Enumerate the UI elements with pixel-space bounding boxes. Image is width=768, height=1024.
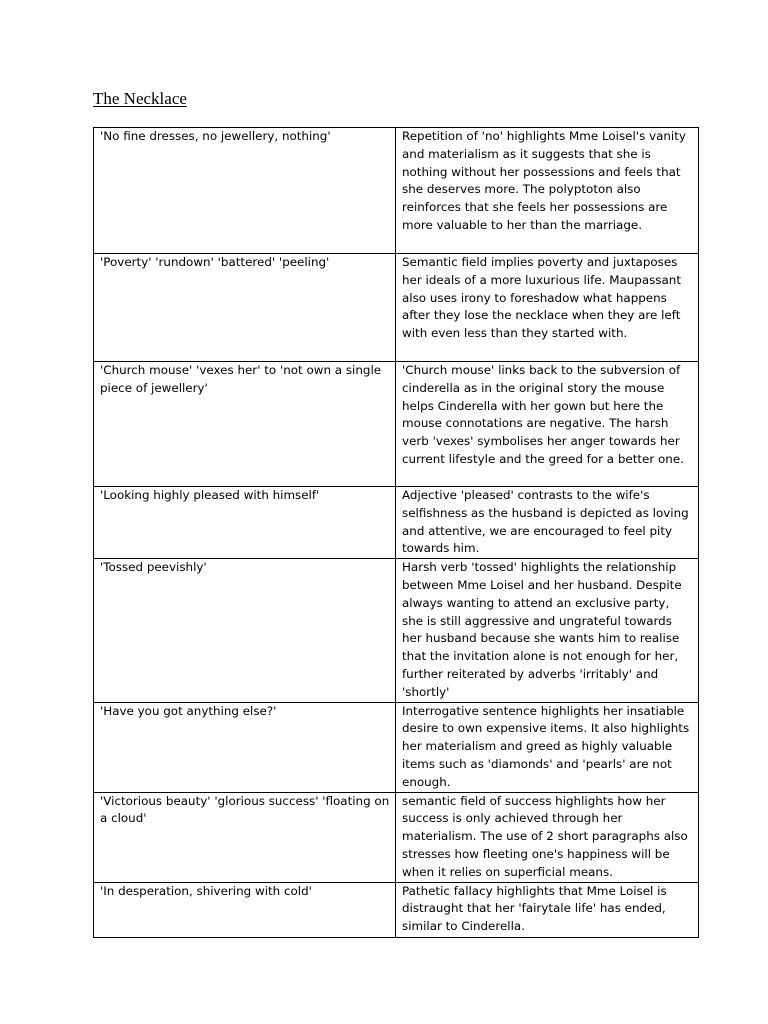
table-row (94, 882, 699, 937)
analysis-cell: Adjective 'pleased' contrasts to the wife's selfishness as the husband is depicted as loving and attentive, we are encouraged to feel pity towards him. (396, 487, 699, 559)
page-title: The Necklace (93, 89, 187, 108)
quote-cell: 'Tossed peevishly' (94, 559, 396, 702)
analysis-cell: Pathetic fallacy highlights that Mme Loisel is distraught that her 'fairytale life' has ended, similar to Cinderella. (396, 882, 699, 937)
table-row (94, 362, 699, 487)
table-row (94, 487, 699, 559)
analysis-cell: Interrogative sentence highlights her insatiable desire to own expensive items. It also highlights her materialism and greed as highly valuable items such as 'diamonds' and 'pearls' are not enough. (396, 702, 699, 792)
table-row (94, 254, 699, 362)
quote-cell: 'Have you got anything else?' (94, 702, 396, 792)
analysis-cell: Repetition of 'no' highlights Mme Loisel's vanity and materialism as it suggests that she is nothing without her possessions and feels that she deserves more. The polyptoton also reinforces that she feels her possessions are more valuable to her than the marriage. (396, 128, 699, 254)
table-row (94, 559, 699, 702)
analysis-cell: semantic field of success highlights how her success is only achieved through her materialism. The use of 2 short paragraphs also stresses how fleeting one's happiness will be when it relies on superficial means. (396, 792, 699, 882)
table-row (94, 792, 699, 882)
quote-analysis-table (93, 127, 699, 938)
table-row (94, 128, 699, 254)
quote-cell: 'Poverty' 'rundown' 'battered' 'peeling' (94, 254, 396, 362)
quote-cell: 'Church mouse' 'vexes her' to 'not own a single piece of jewellery' (94, 362, 396, 487)
analysis-cell: Harsh verb 'tossed' highlights the relationship between Mme Loisel and her husband. Despite always wanting to attend an exclusive party, she is still aggressive and ungrateful towards her husband because she wants him to realise that the invitation alone is not enough for her, further reiterated by adverbs 'irritably' and 'shortly' (396, 559, 699, 702)
analysis-cell: Semantic field implies poverty and juxtaposes her ideals of a more luxurious life. Maupassant also uses irony to foreshadow what happens after they lose the necklace when they are left with even less than they started with. (396, 254, 699, 362)
quote-cell: 'No fine dresses, no jewellery, nothing' (94, 128, 396, 254)
table-row (94, 702, 699, 792)
quote-cell: 'Looking highly pleased with himself' (94, 487, 396, 559)
analysis-cell: 'Church mouse' links back to the subversion of cinderella as in the original story the mouse helps Cinderella with her gown but here the mouse connotations are negative. The harsh verb 'vexes' symbolises her anger towards her current lifestyle and the greed for a better one. (396, 362, 699, 487)
quote-cell: 'In desperation, shivering with cold' (94, 882, 396, 937)
quote-cell: 'Victorious beauty' 'glorious success' 'floating on a cloud' (94, 792, 396, 882)
